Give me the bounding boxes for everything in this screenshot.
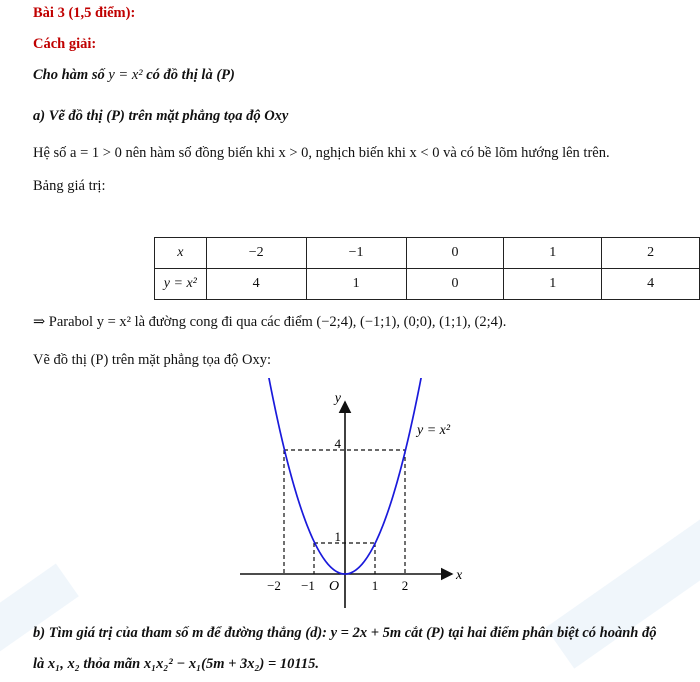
part-a-analysis: Hệ số a = 1 > 0 nên hàm số đồng biến khi x > 0, nghịch biến khi x < 0 và có bề lõm hướng lên trên. [33,145,610,161]
x-tick-label: −1 [301,578,315,593]
table-cell: 4 [206,269,306,300]
table-cell: 1 [504,269,602,300]
intro-formula: y = x² [108,67,143,83]
table-cell: y = x² [155,269,207,300]
value-table-title: Bảng giá trị: [33,178,106,194]
table-cell: −2 [206,238,306,269]
table-cell: 1 [504,238,602,269]
y-axis-label: y [334,391,341,406]
intro-prefix: Cho hàm số [33,67,105,83]
table-row [155,269,700,300]
table-cell: 0 [406,269,504,300]
table-cell: 4 [602,269,700,300]
x-tick-label: 1 [371,578,379,593]
parabola-graph [236,378,476,610]
x-axis-label: x [456,568,463,583]
table-cell: 2 [602,238,700,269]
table-cell: −1 [306,238,406,269]
watermark-band [546,501,700,668]
table-cell: 0 [406,238,504,269]
y-tick-label: 4 [334,436,341,451]
part-a-label: a) Vẽ đồ thị (P) trên mặt phẳng tọa độ Oxy [33,108,289,124]
intro-suffix: có đồ thị là (P) [146,67,235,83]
problem-heading: Bài 3 (1,5 điểm): [33,5,136,21]
value-table [154,237,700,300]
solution-label: Cách giải: [33,36,97,52]
x-tick-label: −2 [267,578,281,593]
intro-line [33,67,235,84]
curve-label: y = x² [417,423,451,438]
draw-instruction: Vẽ đồ thị (P) trên mặt phẳng tọa độ Oxy: [33,352,271,368]
table-cell: x [155,238,207,269]
part-b-line-1: b) Tìm giá trị của tham số m để đường thẳng (d): y = 2x + 5m cắt (P) tại hai điểm phân biệt có hoành độ [33,625,657,641]
parabol-conclusion: ⇒ Parabol y = x² là đường cong đi qua các điểm (−2;4), (−1;1), (0;0), (1;1), (2;4). [33,314,507,330]
x-tick-label: 2 [401,578,409,593]
origin-label: O [328,579,340,594]
part-b-line-2: là x₁, x₂ thỏa mãn x₁x₂² − x₁(5m + 3x₂) = 10115. [33,656,319,672]
y-tick-label: 1 [334,529,341,544]
table-row [155,238,700,269]
table-cell: 1 [306,269,406,300]
